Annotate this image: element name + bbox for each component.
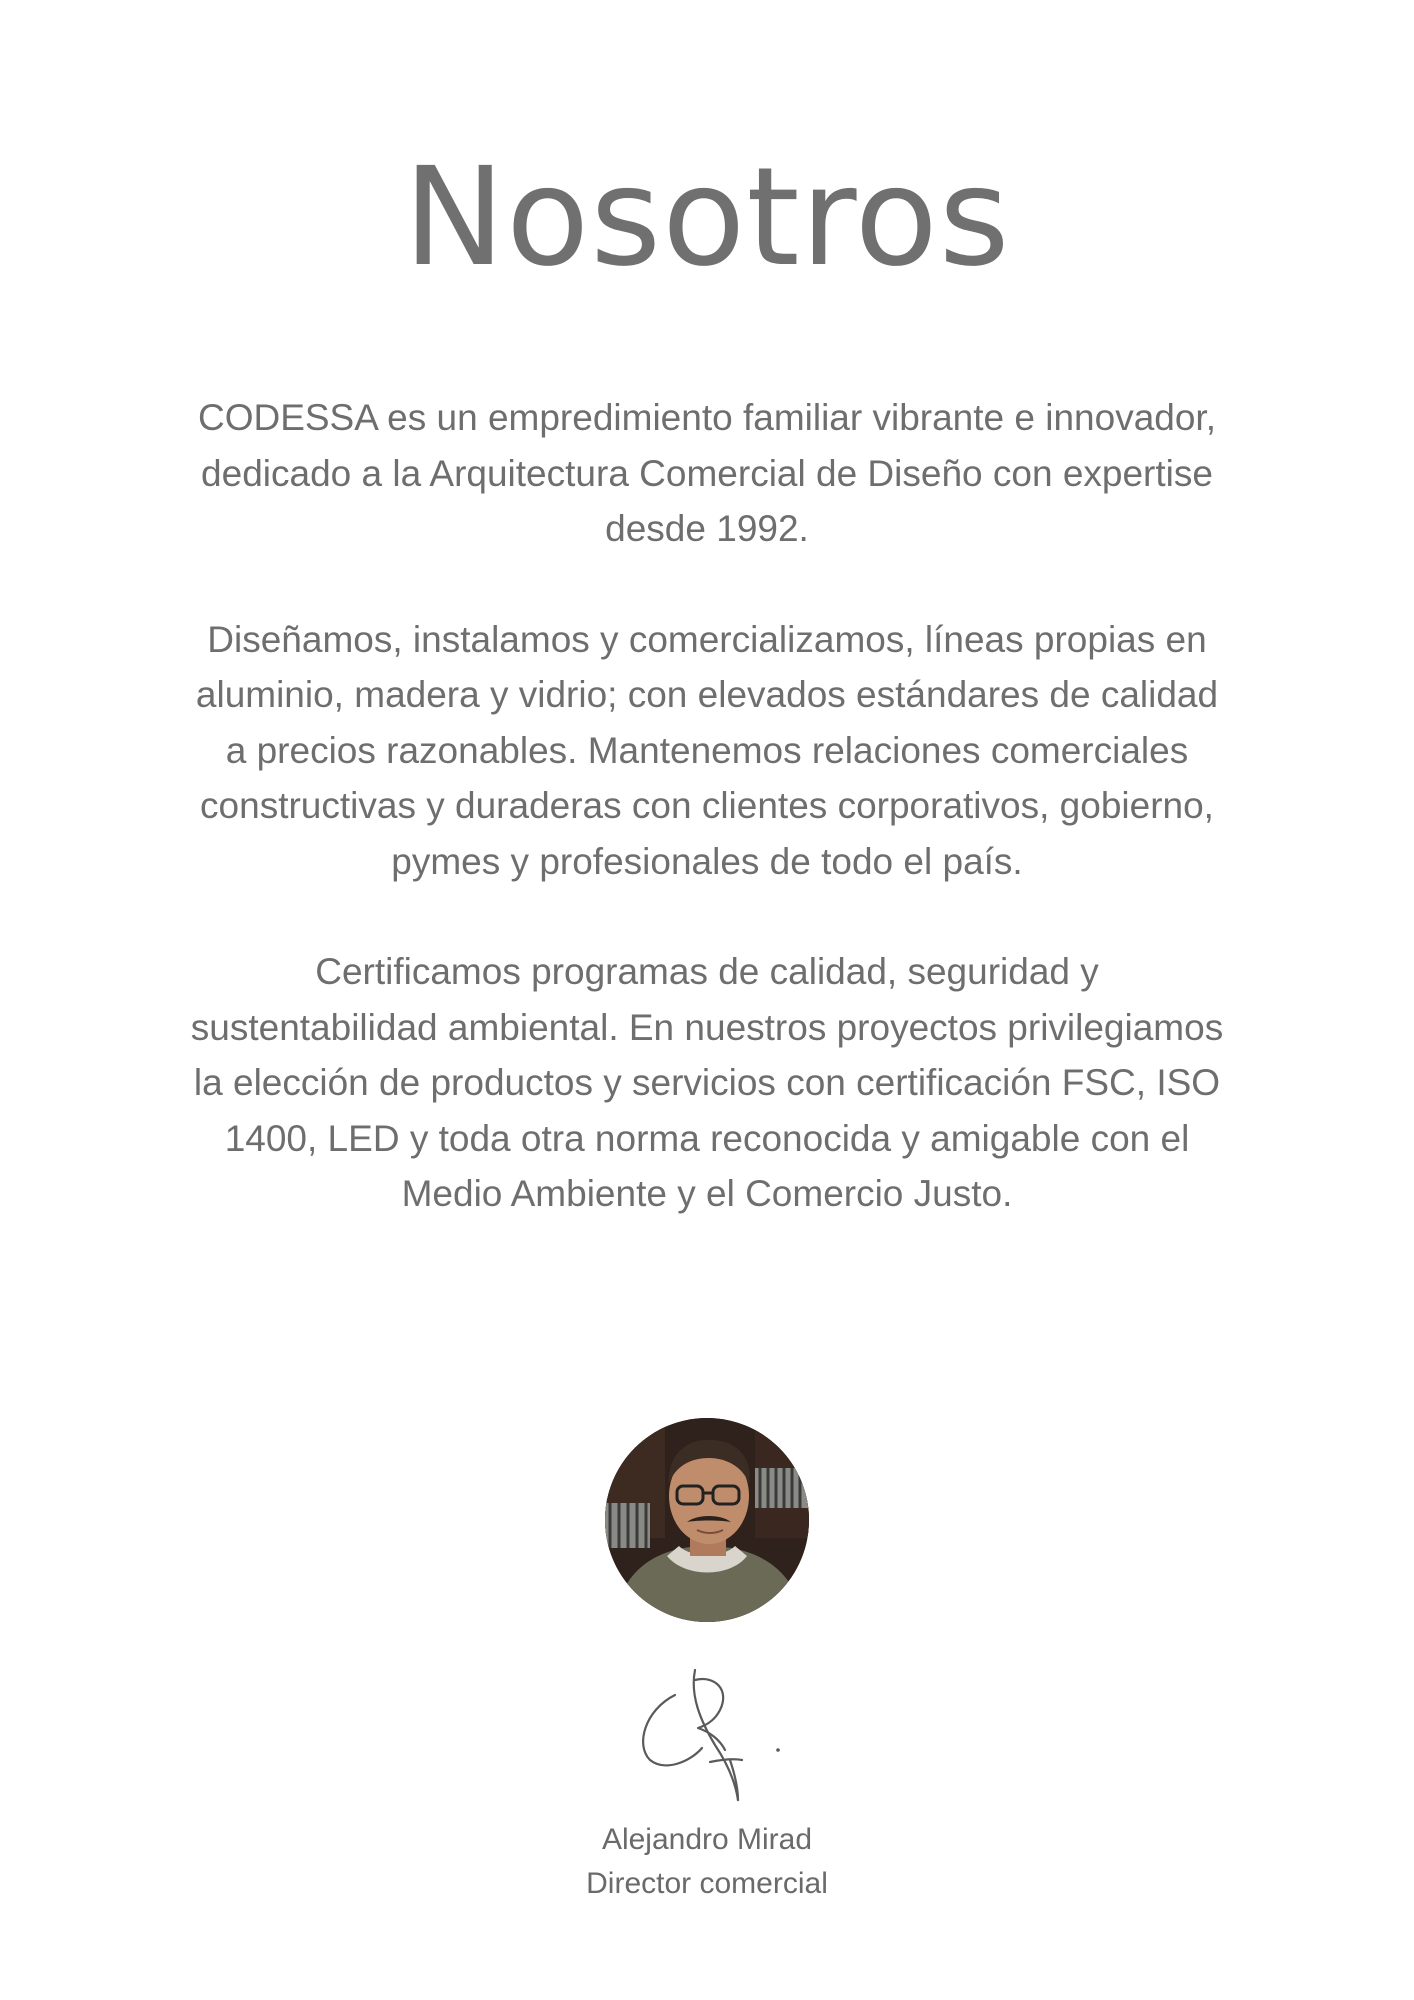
about-text — [190, 390, 1224, 1222]
page-title: Nosotros — [403, 139, 1011, 297]
signature-icon — [620, 1650, 800, 1810]
paragraph-services: Diseñamos, instalamos y comercializamos, líneas propias en aluminio, madera y vidrio; con elevados estándares de calidad a precios razonables. Mantenemos relaciones comerciales constructivas y duraderas con clientes corporativos, gobierno, pymes y profesionales de todo el país. — [195, 618, 1219, 882]
person-photo-icon — [605, 1418, 809, 1622]
signer-role: Director comercial — [586, 1867, 828, 1900]
paragraph-certifications: Certificamos programas de calidad, seguridad y sustentabilidad ambiental. En nuestros proyectos privilegiamos la elección de productos y servicios con certificación FSC, ISO 1400, LED y toda otra norma reconocida y amigable con el Medio Ambiente y el Comercio Justo. — [190, 951, 1224, 1214]
signer-name: Alejandro Mirad — [601, 1823, 813, 1856]
paragraph-intro: CODESSA es un empredimiento familiar vibrante e innovador, dedicado a la Arquitectura Comercial de Diseño con expertise desde 1992. — [197, 397, 1216, 549]
avatar — [605, 1418, 809, 1622]
